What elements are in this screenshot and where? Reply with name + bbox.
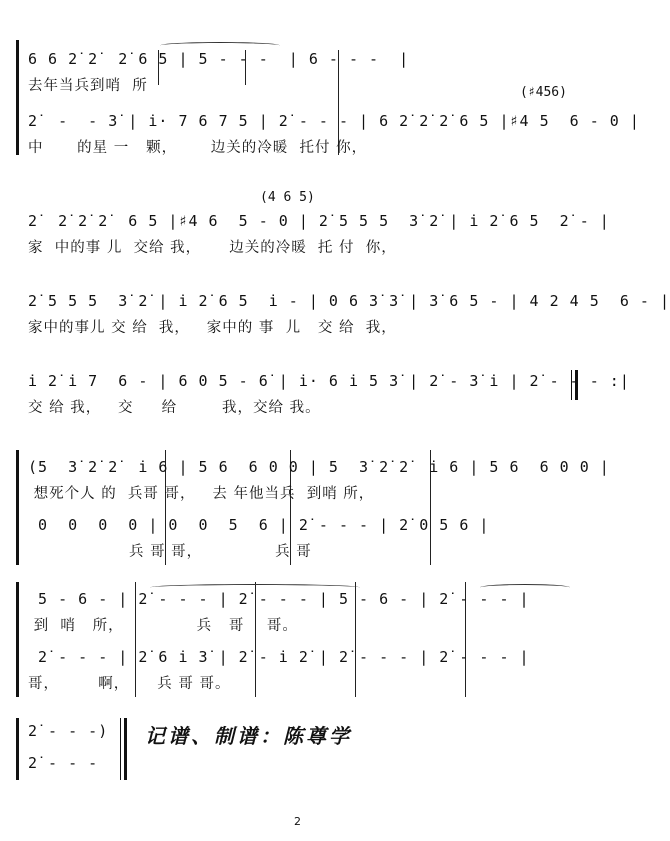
score-credit: 记谱、制谱：陈尊学 xyxy=(145,724,352,748)
system-3 xyxy=(20,290,670,340)
repeat-barline-thick xyxy=(575,370,578,400)
notes: i̇ 2̇ i̇ 7 6 - | 6 0 5 - 6̇ | i̇· 6 i̇ 5 3̇ | 2̇ - 3̇ i̇ | 2̇ - - - :| xyxy=(28,372,630,390)
system-brace xyxy=(16,40,19,155)
top-voice-lyrics: 想死个人 的 兵哥 哥， 去 年他当兵 到哨 所， xyxy=(28,486,375,502)
key-change-annotation: (4 6 5) xyxy=(260,190,315,205)
lyrics: 交 给 我， 交 给 我，交给 我。 xyxy=(28,400,321,416)
notes: 2̇ 5 5 5 3̇ 2̇ | i̇ 2̇ 6 5 i̇ - | 0 6 3̇ 3̇ | 3̇ 6 5 - | 4 2 4 5 6 - | xyxy=(28,292,670,310)
system-6 xyxy=(20,582,582,697)
slur xyxy=(160,42,280,49)
system-5 xyxy=(20,450,610,565)
bottom-voice-notes: 0 0 0 0 | 0 0 5 6 | 2̇ - - - | 2̇ 0 5 6 | xyxy=(28,516,490,534)
system-4 xyxy=(20,370,630,420)
slur xyxy=(150,584,360,591)
bottom-voice-notes: 2̇ - - 3̇ | i̇· 7 6 7 5 | 2̇ - - - | 6 2̇ 2̇ 2̇ 6 5 |♯4 5 6 - 0 | xyxy=(28,112,640,130)
bottom-voice-notes: 2̇ - - - xyxy=(28,754,99,772)
final-barline-thick xyxy=(124,718,127,780)
system-2 xyxy=(20,190,610,260)
bottom-voice-lyrics: 哥， 啊， 兵 哥 哥。 xyxy=(28,676,231,692)
lyrics: 家中的事儿 交 给 我， 家中的 事 儿 交 给 我， xyxy=(28,320,397,336)
key-change-annotation: (♯456) xyxy=(520,85,567,100)
bottom-voice-notes: 2̇ - - - | 2̇ 6 i̇ 3̇ | 2̇ - i̇ 2̇ | 2̇ - - - | 2̇ - - - | xyxy=(28,648,530,666)
system-brace xyxy=(16,582,19,697)
top-voice-notes: (5 3̇ 2̇ 2̇ i̇ 6 | 5 6 6 0 0 | 5 3̇ 2̇ 2̇ i̇ 6 | 5 6 6 0 0 | xyxy=(28,458,610,476)
top-voice-notes: 2̇ - - -) xyxy=(28,722,109,740)
lyrics: 家 中的事 儿 交给 我， 边关的冷暖 托 付 你， xyxy=(28,240,397,256)
bottom-voice-lyrics: 中 的星 一 颗， 边关的冷暖 托付 你， xyxy=(28,140,368,156)
top-voice-lyrics: 到 哨 所， 兵 哥 哥。 xyxy=(28,618,298,634)
page-number: 2 xyxy=(294,815,301,828)
top-voice-lyrics: 去年当兵到哨 所 xyxy=(28,78,148,94)
bottom-voice-lyrics: 兵 哥 哥， 兵 哥 xyxy=(28,544,312,560)
system-brace xyxy=(16,450,19,565)
final-barline xyxy=(120,718,121,780)
notes: 2̇ 2̇ 2̇ 2̇ 6 5 |♯4 6 5 - 0 | 2̇ 5 5 5 3̇ 2̇ | i̇ 2̇ 6 5 2̇ - | xyxy=(28,212,610,230)
slur xyxy=(480,584,570,591)
system-brace xyxy=(16,718,19,780)
system-1 xyxy=(20,40,640,156)
system-7 xyxy=(20,718,130,780)
top-voice-notes: 6 6 2̇ 2̇ 2̇ 6 5 | 5 - - - | 6 - - - | xyxy=(28,50,410,68)
top-voice-notes: 5 - 6 - | 2̇ - - - | 2̇ - - - | 5 - 6 - | 2̇ - - - | xyxy=(28,590,530,608)
repeat-barline xyxy=(571,370,572,400)
